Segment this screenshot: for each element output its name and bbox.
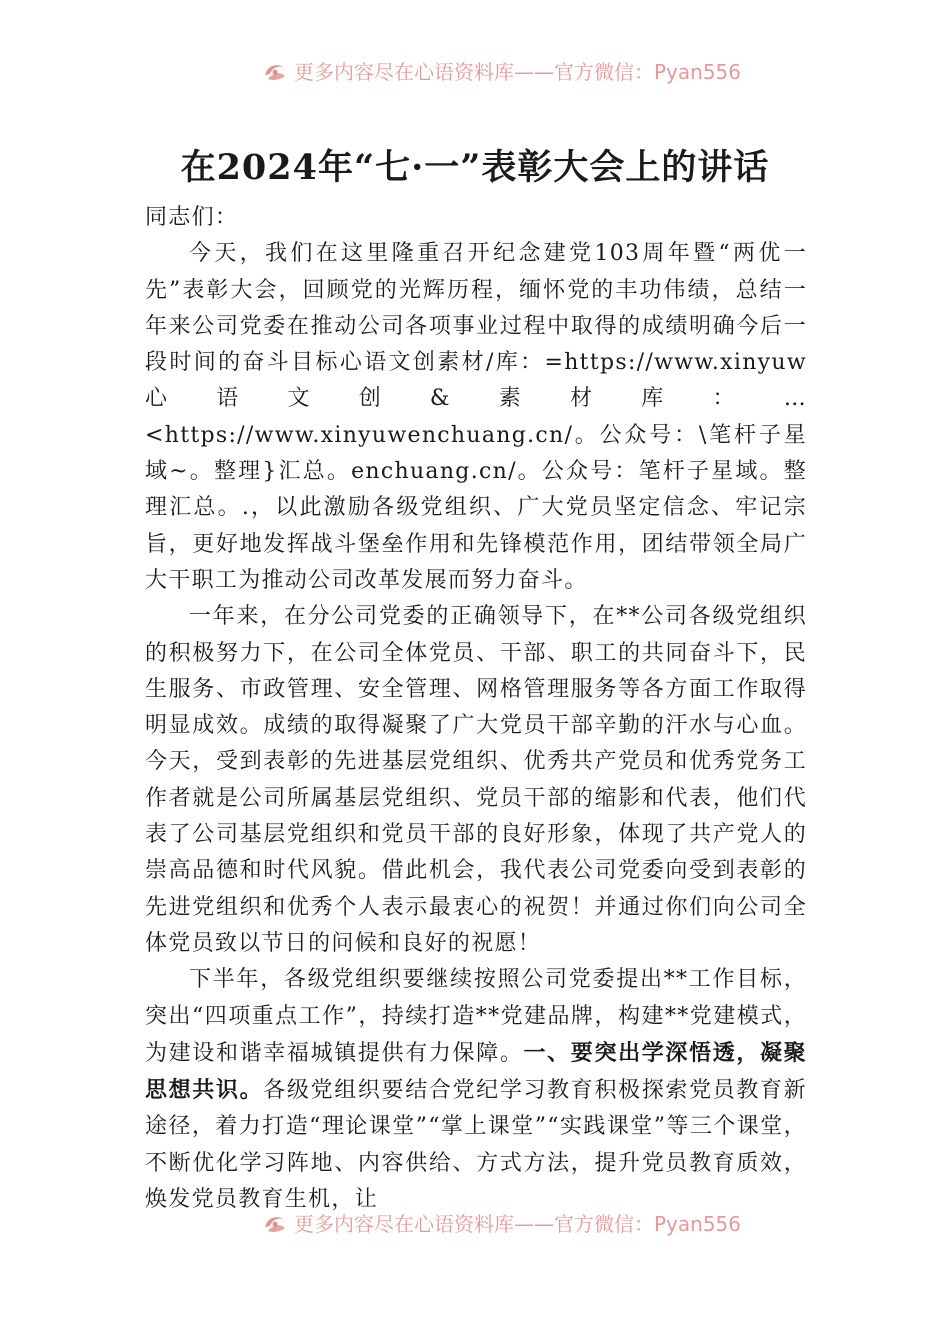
salutation: 同志们： (145, 205, 239, 230)
watermark-banner-top (0, 56, 950, 86)
watermark-banner-bottom (0, 1208, 950, 1238)
page-title: 在2024年“七·一”表彰大会上的讲话 (180, 147, 770, 188)
paragraph-3-body: 各级党组织要结合党纪学习教育积极探索党员教育新途径，着力打造“理论课堂”“掌上课堂”“实践课堂”等三个课堂，不断优化学习阵地、内容供给、方式方法，提升党员教育质效，焕发党员教育生机，让 (145, 1078, 807, 1213)
section-heading-1: 一、要突出学深悟透，凝聚思想共识。 (145, 1039, 807, 1104)
document-body (145, 200, 807, 1218)
logo-swirl-icon (262, 60, 288, 82)
paragraph-2: 一年来，在分公司党委的正确领导下，在**公司各级党组织的积极努力下，在公司全体党员、干部、职工的共同奋斗下，民生服务、市政管理、安全管理、网格管理服务等各方面工作取得明显成效。成绩的取得凝聚了广大党员干部辛勤的汗水与心血。今天，受到表彰的先进基层党组织、优秀共产党员和优秀党务工作者就是公司所属基层党组织、党员干部的缩影和代表，他们代表了公司基层党组织和党员干部的良好形象，体现了共产党人的崇高品德和时代风貌。借此机会，我代表公司党委向受到表彰的先进党组织和优秀个人表示最衷心的祝贺！并通过你们向公司全体党员致以节日的问候和良好的祝愿！ (145, 604, 807, 956)
paragraph-3-lead: 下半年，各级党组织要继续按照公司党委提出**工作目标，突出“四项重点工作”，持续打造**党建品牌，构建**党建模式，为建设和谐幸福城镇提供有力保障。 (145, 967, 807, 1066)
watermark-text: 更多内容尽在心语资料库——官方微信：Pyan556 (294, 1212, 742, 1236)
paragraph-3 (145, 962, 807, 1218)
watermark-text: 更多内容尽在心语资料库——官方微信：Pyan556 (294, 60, 742, 84)
logo-swirl-icon (262, 1212, 288, 1234)
paragraph-1: 今天，我们在这里隆重召开纪念建党103周年暨“两优一先”表彰大会，回顾党的光辉历程，缅怀党的丰功伟绩，总结一年来公司党委在推动公司各项事业过程中取得的成绩明确今后一段时间的奋斗目标心语文创素材/库：=https://www.xinyuw 心语文创&素材库：…<https://www.xinyuwenchuang.cn/。公众号：\笔杆子星域~。整理}汇总。enchuang.cn/。公众号：笔杆子星域。整理汇总。.，以此激励各级党组织、广大党员坚定信念、牢记宗旨，更好地发挥战斗堡垒作用和先锋模范作用，团结带领全局广大干职工为推动公司改革发展而努力奋斗。 (145, 241, 807, 593)
